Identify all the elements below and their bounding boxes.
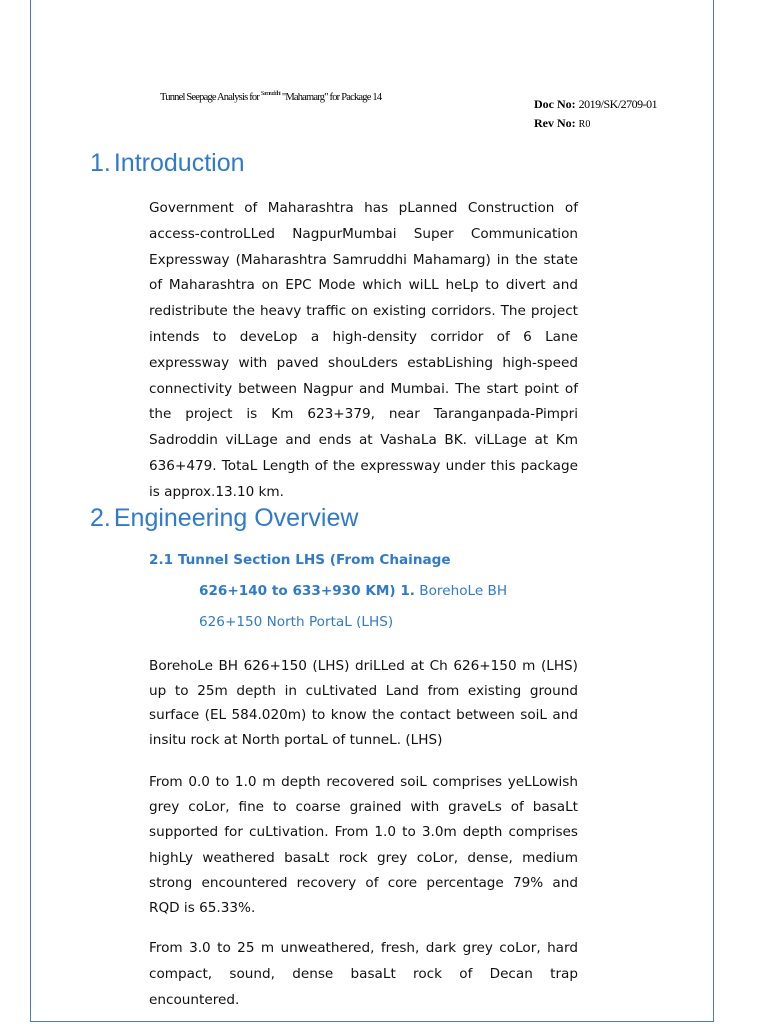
subsection-heading-line2-rest: BorehoLe BH — [419, 583, 508, 599]
subsection-heading-line3: 626+150 North PortaL (LHS) — [199, 614, 394, 630]
section-1-heading — [90, 149, 245, 178]
rev-number-label: Rev No: — [534, 116, 576, 130]
running-title-part1: Tunnel Seepage Analysis for — [160, 92, 260, 103]
rock-description-paragraph: From 3.0 to 25 m unweathered, fresh, dark grey coLor, hard compact, sound, dense basaLt rock of Decan trap encountered. — [149, 940, 578, 1008]
section-2-number: 2. — [90, 504, 111, 532]
subsection-heading-line2 — [199, 583, 507, 599]
rev-number-value: R0 — [578, 119, 591, 130]
section-1-number: 1. — [90, 149, 111, 177]
section-1-title: Introduction — [113, 149, 245, 177]
doc-number-value: 2019/SK/2709-01 — [578, 97, 658, 111]
section-2-title: Engineering Overview — [113, 504, 359, 532]
running-title-superscript: Samruddhi — [260, 91, 281, 97]
subsection-heading-line2-bold: 626+140 to 633+930 KM) 1. — [199, 583, 415, 599]
rev-number-line — [534, 114, 657, 134]
borehole-paragraph: BorehoLe BH 626+150 (LHS) driLLed at Ch 626+150 m (LHS) up to 25m depth in cuLtivated Land from existing ground surface (EL 584.020m) to know the contact between soiL and insitu rock at North portaL of tunneL. (LHS) — [149, 658, 578, 748]
document-running-title: Tunnel Seepage Analysis for $^{Samruddhi}$ "Mahamarg" for Package 14 — [160, 91, 382, 103]
subsection-heading-line1-text: 2.1 Tunnel Section LHS (From Chainage — [149, 552, 451, 568]
soil-description-paragraph: From 0.0 to 1.0 m depth recovered soiL comprises yeLLowish grey coLor, fine to coarse grained with graveLs of basaLt supported for cuLtivation. From 1.0 to 3.0m depth comprises highLy weathered basaLt rock grey coLor, dense, medium strong encountered recovery of core percentage 79% and RQD is 65.33%. — [149, 774, 578, 917]
section-2-heading — [90, 504, 358, 533]
document-info — [534, 95, 657, 134]
introduction-paragraph: Government of Maharashtra has pLanned Construction of access-controLLed NagpurMumbai Super Communication Expressway (Maharashtra Samruddhi Mahamarg) in the state of Maharashtra on EPC Mode which wiLL heLp to divert and redistribute the heavy traffic on existing corridors. The project intends to deveLop a high-density corridor of 6 Lane expressway with paved shouLders estabLishing high-speed connectivity between Nagpur and Mumbai. The start point of the project is Km 623+379, near Taranganpada-Pimpri Sadroddin viLLage and ends at VashaLa BK. viLLage at Km 636+479. TotaL Length of the expressway under this package is approx.13.10 km. — [149, 200, 578, 500]
doc-number-label: Doc No: — [534, 97, 576, 111]
running-title-part2: Mahamarg" for Package 14 — [285, 92, 382, 103]
doc-number-line — [534, 95, 657, 114]
subsection-heading-line1 — [149, 552, 451, 568]
